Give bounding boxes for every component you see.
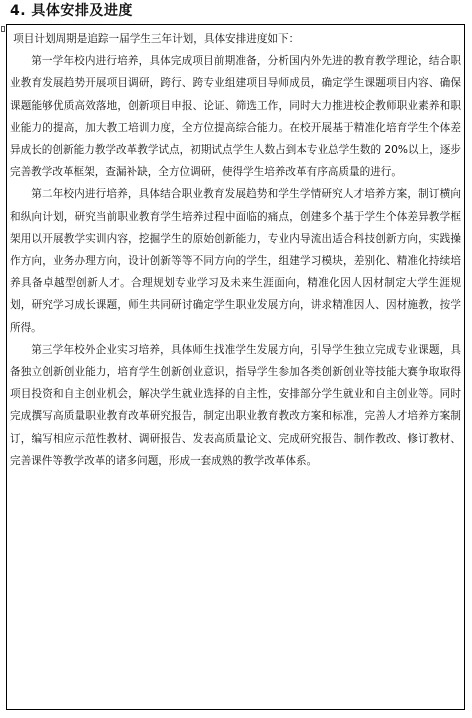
year-two-paragraph: 第二年校内进行培养，具体结合职业教育发展趋势和学生学情研究人才培养方案，制订横向和纵向计划，研究当前职业教育学生培养过程中面临的痛点，创建多个基于学生个体差异教学框架用以开展教学实训内容，挖掘学生的原始创新能力，专业内导流出适合科技创新方向，实践操作方向，业务办理方向，设计创新等等不同方向的学生，组建学习模块，差别化、精准化持续培养具备卓越型创新人才。合理规划专业学习及未来生涯面向，精准化因人因材制定大学生涯规划，研究学习成长课题，师生共同研讨确定学生职业发展方向，讲求精准因人、因材施教，按学所得。 xyxy=(10,188,461,334)
year-three-paragraph: 第三学年校外企业实习培养，具体师生找准学生发展方向，引导学生独立完成专业课题，具备独立创新创业能力，培育学生创新创业意识，指导学生参加各类创新创业等技能大赛争取取得项目投资和自主创业机会，解决学生就业选择的自主性，安排部分学生就业和自主创业等。同时完成撰写高质量职业教育改革研究报告，制定出职业教育教改方案和标准，完善人才培养方案制订，编写相应示范性教材、调研报告、发表高质量论文、完成研究报告、制作教改、修订教材、完善课件等教学改革的诸多问题，形成一套成熟的教学改革体系。 xyxy=(10,343,461,467)
year-one-paragraph: 第一学年校内进行培养，具体完成项目前期准备，分析国内外先进的教育教学理论，结合职业教育发展趋势开展项目调研，跨行、跨专业组建项目导师成员，确定学生课题项目内容、确保课题能够优质高效落地，创新项目申报、论证、筛选工作，同时大力推进校企教师职业素养和职业能力的提高，加大教工培训力度，全方位提高综合能力。在校开展基于精准化培育学生个体差异成长的创新能力教学改革教学试点，初期试点学生人数占到本专业总学生数的 20%以上，逐步完善教学改革框架，查漏补缺，全方位调研，使得学生培养改革有序高质量的进行。 xyxy=(10,55,461,179)
section-title: 4. 具体安排及进度 xyxy=(10,3,133,19)
table-move-handle[interactable] xyxy=(1,26,5,32)
intro-paragraph: 项目计划周期是追踪一届学生三年计划，具体安排进度如下： xyxy=(13,33,300,45)
schedule-text xyxy=(10,28,461,472)
